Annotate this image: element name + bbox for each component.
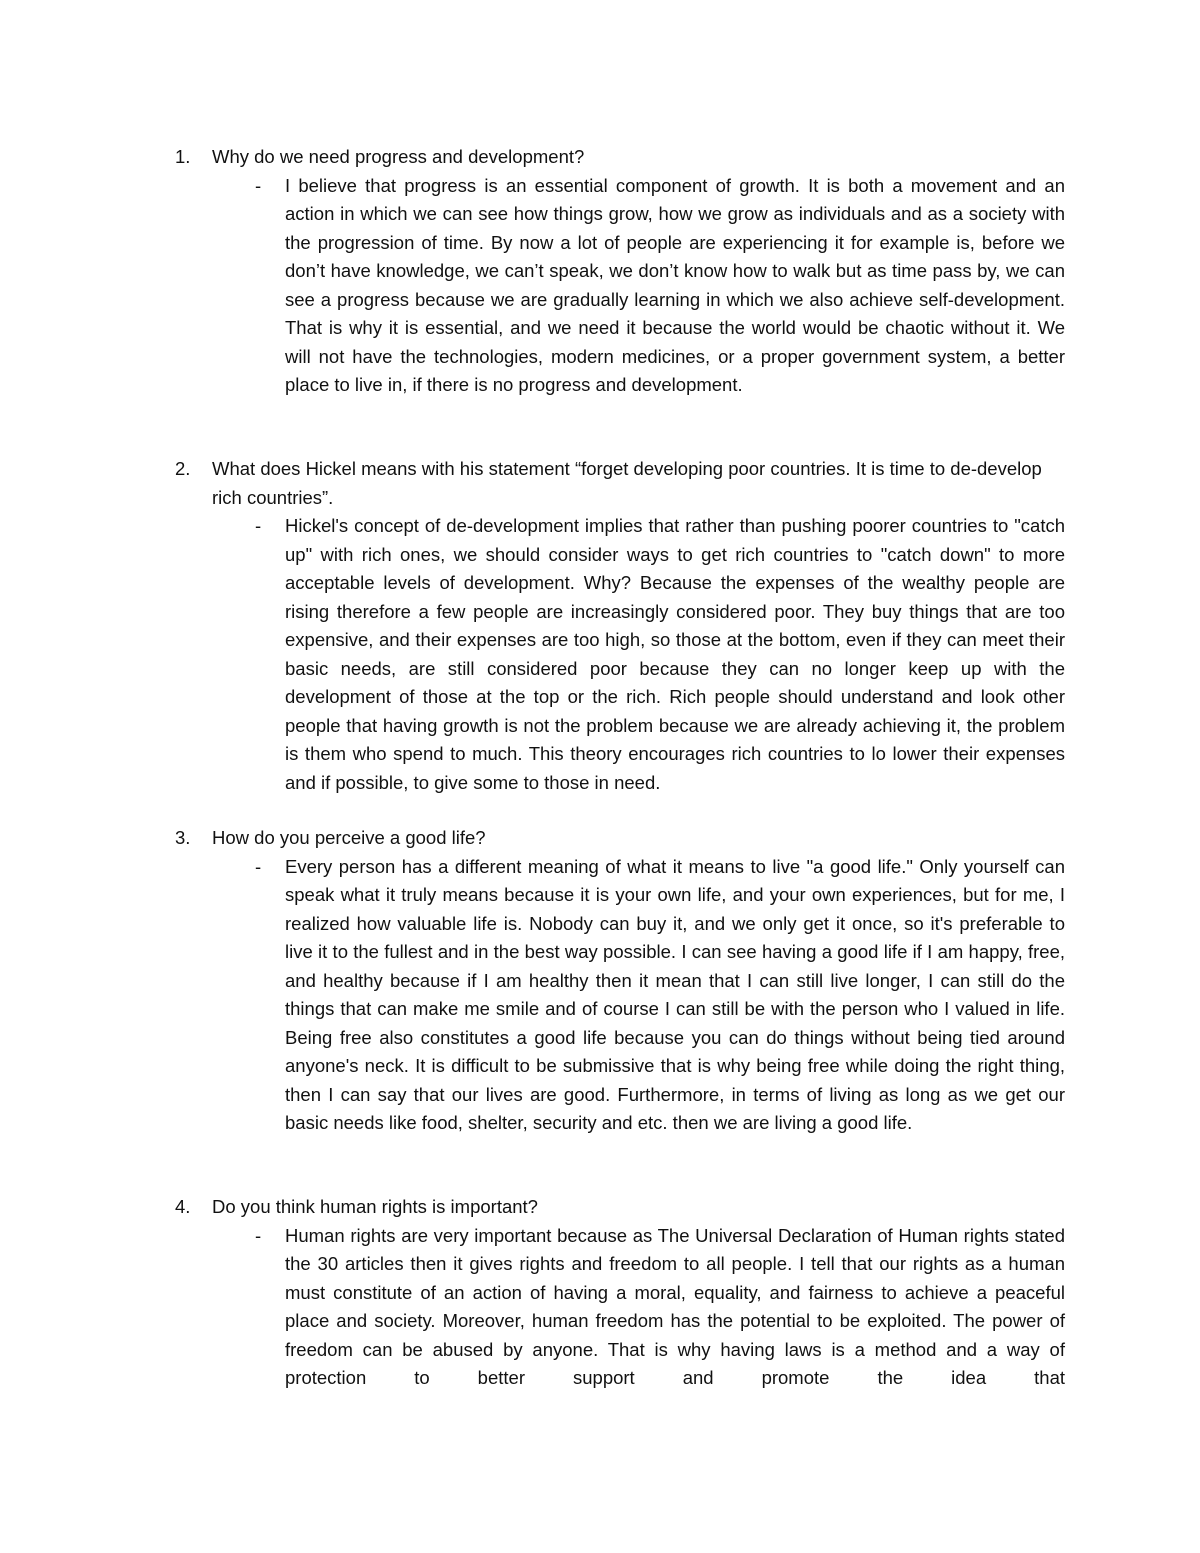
bullet-dash: - xyxy=(255,515,262,536)
answer-row xyxy=(255,853,1065,1138)
question-text: What does Hickel means with his statement “forget developing poor countries. It is time to de-develop rich countries”. xyxy=(212,458,1042,508)
bullet-dash: - xyxy=(255,855,262,877)
answer-text: Hickel's concept of de-development implies that rather than pushing poorer countries to "catch up" with rich ones, we should consider ways to get rich countries to "catch down" to more acceptable levels of development. Why? Because the expenses of the wealthy people are rising therefore a few people are increasingly considered poor. They buy things that are too expensive, and their expenses are too high, so those at the bottom, even if they can meet their basic needs, are still considered poor because they can no longer keep up with the development of those at the top or the rich. Rich people should understand and look other people that having growth is not the problem because we are already achieving it, the problem is them who spend to much. This theory encourages rich countries to lo lower their expenses and if possible, to give some to those in need. xyxy=(285,515,1065,793)
question-item-1 xyxy=(175,143,1065,400)
question-number: 4. xyxy=(175,1196,191,1217)
answer-text: I believe that progress is an essential component of growth. It is both a movement and an action in which we can see how things grow, how we grow as individuals and as a society with the progression of time. By now a lot of people are experiencing it for example is, before we don’t have knowledge, we can’t speak, we don’t know how to walk but as time pass by, we can see a progress because we are gradually learning in which we also achieve self-development. That is why it is essential, and we need it because the world would be chaotic without it. We will not have the technologies, modern medicines, or a proper government system, a better place to live in, if there is no progress and development. xyxy=(285,174,1065,395)
question-item-2 xyxy=(175,455,1065,797)
question-text: Do you think human rights is important? xyxy=(212,1196,538,1217)
answer-row xyxy=(255,1222,1065,1393)
question-row xyxy=(175,1193,1065,1222)
question-text: Why do we need progress and development? xyxy=(212,146,585,167)
question-number: 2. xyxy=(175,458,191,479)
question-item-3 xyxy=(175,824,1065,1138)
question-text: How do you perceive a good life? xyxy=(212,827,486,848)
question-number: 3. xyxy=(175,827,191,848)
answer-text: Human rights are very important because as The Universal Declaration of Human rights stated the 30 articles then it gives rights and freedom to all people. I tell that our rights as a human must constitute of an action of having a moral, equality, and fairness to achieve a peaceful place and society. Moreover, human freedom has the potential to be exploited. The power of freedom can be abused by anyone. That is why having laws is a method and a way of protection to better support and promote the idea that xyxy=(285,1224,1065,1388)
question-item-4 xyxy=(175,1193,1065,1393)
question-row xyxy=(175,143,1065,172)
answer-row xyxy=(255,172,1065,400)
question-row xyxy=(175,455,1065,512)
answer-text: Every person has a different meaning of what it means to live "a good life." Only yourself can speak what it truly means because it is your own life, and your own experiences, but for me, I realized how valuable life is. Nobody can buy it, and we only get it once, so it's preferable to live it to the fullest and in the best way possible. I can see having a good life if I am happy, free, and healthy because if I am healthy then it mean that I can still live longer, I can still do the things that can make me smile and of course I can still be with the person who I valued in life. Being free also constitutes a good life because you can do things without being tied around anyone's neck. It is difficult to be submissive that is why being free while doing the right thing, then I can say that our lives are good. Furthermore, in terms of living as long as we get our basic needs like food, shelter, security and etc. then we are living a good life. xyxy=(285,855,1065,1133)
answer-row xyxy=(255,512,1065,797)
question-number: 1. xyxy=(175,146,191,167)
bullet-dash: - xyxy=(255,1224,262,1246)
bullet-dash: - xyxy=(255,174,262,196)
question-row xyxy=(175,824,1065,853)
